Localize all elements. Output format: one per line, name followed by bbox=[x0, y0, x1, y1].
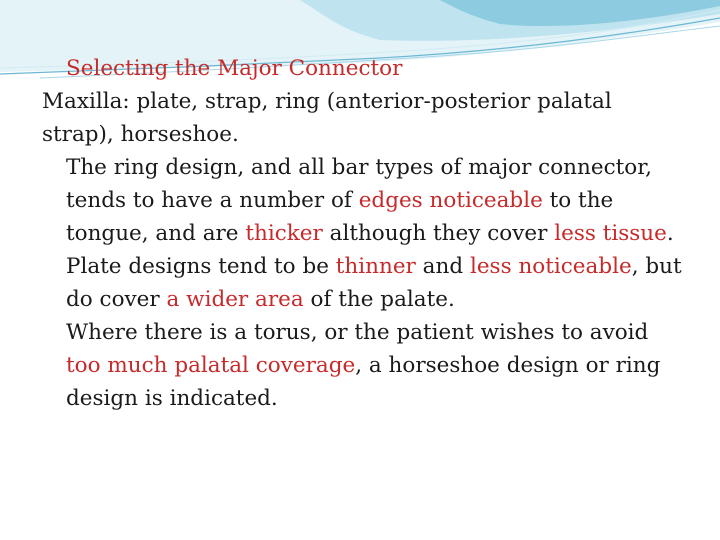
text: , a horseshoe design or ring design is indicated. bbox=[66, 353, 661, 411]
text: to the tongue, and are bbox=[66, 188, 614, 246]
slide-heading: Selecting the Major Connector bbox=[66, 56, 403, 81]
text: of the palate. bbox=[303, 287, 455, 312]
heading-line bbox=[42, 52, 682, 85]
highlight: less noticeable bbox=[469, 254, 632, 279]
highlight: too much palatal coverage bbox=[66, 353, 356, 378]
bullet-paragraph-2 bbox=[42, 316, 682, 415]
highlight: thinner bbox=[335, 254, 416, 279]
highlight: a wider area bbox=[166, 287, 304, 312]
maxilla-line: Maxilla: plate, strap, ring (anterior-posterior palatal strap), horseshoe. bbox=[42, 89, 612, 147]
highlight: less tissue bbox=[554, 221, 667, 246]
text: Where there is a torus, or the patient wishes to avoid bbox=[66, 320, 649, 345]
text: and bbox=[415, 254, 470, 279]
bullet-paragraph-1 bbox=[42, 151, 682, 316]
highlight: thicker bbox=[245, 221, 323, 246]
slide-content bbox=[42, 52, 682, 415]
text: The ring design, and all bar types of major connector, tends to have a number of bbox=[66, 155, 652, 213]
text: although they cover bbox=[322, 221, 555, 246]
text: . Plate designs tend to be bbox=[66, 221, 674, 279]
text: , but do cover bbox=[66, 254, 682, 312]
highlight: edges noticeable bbox=[358, 188, 543, 213]
